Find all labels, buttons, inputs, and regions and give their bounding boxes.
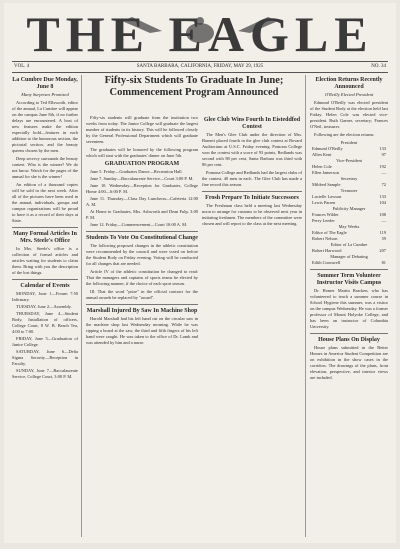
divider: [12, 227, 78, 228]
house-plans-headline: House Plans On Display: [318, 337, 380, 343]
masthead-title: THE EAGLE: [26, 6, 374, 62]
column-left: [12, 75, 78, 537]
calendar-headline: Calendar of Events: [20, 283, 70, 289]
articles-paragraph: In Mrs. Steele's office is a collection of formal articles and articles waiting for students to claim them. Bring with you the description of the lost things.: [12, 246, 78, 275]
candidate-name: Helen Cole: [312, 164, 332, 169]
vote-count: 81: [381, 260, 386, 265]
candidate-name: Edith Cromwell: [312, 260, 341, 265]
vote-office-label: Publicity Manager: [332, 206, 366, 211]
candidate-name: Lewis Parren: [312, 200, 336, 205]
calendar-item: SUNDAY, June 7—Baccalaureate Service, College Court, 3:00 P. M.: [12, 368, 78, 379]
vote-count: 119: [379, 230, 386, 235]
vote-office-label: May Weeks: [338, 224, 360, 229]
vote-count: 192: [379, 164, 386, 169]
summer-term-headline: Summer Term Volunteer Instructor Visits Campus: [316, 273, 382, 286]
vote-office-label: Vice-President: [336, 158, 362, 163]
column-rule: [81, 75, 82, 537]
candidate-name: Lucielle Lawson: [312, 194, 342, 199]
vote-count: —: [381, 218, 386, 223]
calendar-item: MONDAY, June 1—Forum 7:50 Infirmary.: [12, 291, 78, 302]
glee-club-paragraph: The Men's Glee Club under the direction of Mrs. Barnett placed fourth in the glee club contest at Bovard Auditorium at U.S.C. Friday evening. Pomona College won the contest with a score of 93 points, Redlands was second with 88 per cent, Santa Barbara was third with 86 per cent.: [202, 132, 302, 167]
issue-number: NO. 34: [371, 64, 386, 69]
vote-office-label: Manager of Debating: [330, 254, 368, 259]
column-center-left: [86, 115, 198, 537]
vote-count: 72: [381, 182, 386, 187]
divider: [86, 304, 198, 305]
program-heading: GRADUATION PROGRAM: [104, 161, 180, 167]
candidate-name: Mildred Sample: [312, 182, 341, 187]
lacumbre-headline: La Cumbre Due Monday, June 8: [12, 77, 78, 90]
candidate-name: Editor of The Eagle: [312, 230, 347, 235]
vote-count: 133: [379, 146, 386, 151]
frosh-headline: Frosh Prepare To Initiate Successors: [205, 195, 299, 201]
divider: [202, 191, 302, 192]
vote-office-label: Editor of La Cumbre: [330, 242, 368, 247]
lacumbre-paragraph: Deep secrecy surrounds the beauty contest. Who is the winner? We do not know. Watch for the pages of the annual for she is the winner!: [12, 156, 78, 179]
vote-office-label: President: [340, 140, 358, 145]
divider: [310, 333, 388, 334]
marshall-headline: Marshall Injured By Saw In Machine Shop: [86, 308, 198, 314]
vote-count: —: [381, 170, 386, 175]
vote-office-label: Secretary: [340, 176, 358, 181]
vote-paragraph: III. That the word "prize" in the official contract for the annual awards be replaced by "award".: [86, 289, 198, 300]
frosh-paragraph: The Freshman class held a meeting last Wednesday noon to arrange for customs to be observed next year in initiating freshmen. The members of the committee were chosen and will report to the class at the next meeting.: [202, 203, 302, 226]
vote-paragraph: The following proposed changes in the athletic constitution were recommended by the council and were voted on before the Student Body on Friday evening. Voting will be conducted for all changes that are needed.: [86, 243, 198, 266]
calendar-item: FRIDAY, June 5—Graduation of Junior College.: [12, 336, 78, 347]
calendar-item: THURSDAY, June 4—Student Body, Installation of officers, College Court, 8 W. B. Beach Tea, 4:00 to 7:00.: [12, 311, 78, 334]
masthead: [12, 6, 388, 62]
vote-office-label: Treasurer: [340, 188, 358, 193]
summer-term-paragraph: Dr. Homer Martin Bracken, who has volunteered to teach a summer course in School Hygiene this summer, was a visitor on the campus Wednesday. He was a former professor of Mount Holyoke College, and has been an instructor of Columbia University.: [310, 288, 388, 329]
candidate-name: Ellen Jamerson: [312, 170, 339, 175]
vote-row: [310, 260, 388, 266]
calendar-item: TUESDAY, June 2—Assembly.: [16, 304, 72, 309]
newspaper-page: [4, 3, 396, 543]
program-item: June 7. Sunday—Baccalaureate Service—Court 3:00 P. M.: [90, 176, 194, 181]
election-paragraph: Edmund O'Reilly was elected president of the Student Body at the election held last Friday. Helen Cole was elected vice-president. Ruth Garner, secretary; Frances O'Neil, treasurer.: [310, 100, 388, 129]
column-center-right: [202, 115, 302, 537]
candidate-name: Robert Harwood: [312, 248, 342, 253]
column-rule: [305, 75, 306, 537]
volume-label: VOL. 4: [14, 64, 30, 69]
date-location: SANTA BARBARA, CALIFORNIA, FRIDAY, MAY 29, 1925: [136, 64, 264, 69]
vote-count: 133: [379, 194, 386, 199]
articles-headline: Many Formal Articles In Mrs. Steele's Office: [13, 231, 77, 244]
main-headline: Fifty-six Students To Graduate In June; Commencement Program Announced: [104, 75, 284, 98]
election-headline: Election Returns Recently Announced: [315, 77, 383, 90]
divider: [310, 269, 388, 270]
candidate-name: Perry Leeder: [312, 218, 335, 223]
election-subhead: O'Reilly Elected President: [324, 92, 374, 97]
lacumbre-subhead: Many Surprises Promised: [21, 92, 69, 97]
calendar-item: SATURDAY, June 6—Delta Sigma Sorority—Reception in Faculty.: [12, 349, 78, 366]
vote-count: 97: [381, 152, 386, 157]
vote-paragraph: Article IV of the athletic constitution be changed to read: That the managers and captains of sports teams be elected by the following manner, if the choice of each sport season.: [86, 269, 198, 286]
divider: [86, 231, 198, 232]
candidate-name: Frances Wilder: [312, 212, 339, 217]
program-item: June 5. Friday—Graduates Dance—Recreation Hall.: [90, 169, 183, 174]
candidate-name: Allen Kent: [312, 152, 332, 157]
program-item: June 12. Friday—Commencement—Court 10:00 A. M.: [90, 222, 188, 227]
column-right: [310, 75, 388, 537]
program-item: June 10. Wednesday—Reception for Graduates, College Home 4:00—6:00 P. M.: [86, 183, 198, 194]
divider: [12, 279, 78, 280]
house-plans-paragraph: House plans submitted in the Better Homes in America Student Competition are on exhibition in the show cases in the corridors. The drawings of the plans, front elevation, perspective, and interior views are included.: [310, 345, 388, 380]
election-paragraph: Following are the election returns:: [314, 132, 375, 137]
glee-club-paragraph: Pomona College and Redlands had the largest clubs of the contest, 40 men in each. The Glee Club has made a fine record this season.: [202, 170, 302, 187]
candidate-name: Robert Nelson: [312, 236, 338, 241]
vote-headline: Students To Vote On Constitutional Change: [86, 235, 198, 241]
election-returns-list: [310, 140, 388, 266]
vote-count: 207: [379, 248, 386, 253]
vote-count: 59: [381, 236, 386, 241]
dateline: [12, 61, 388, 73]
graduation-paragraph: Fifty-six students will graduate from the institution two weeks from today. The Junior College will graduate the largest number of students in its history. This will be followed closely by the General Professional Department which will graduate seventeen.: [86, 115, 198, 144]
lacumbre-paragraph: According to Ted Ellsworth, editor of the annual, La Cumbre will appear on the campus June 8th, if no further delays are encountered. A host of new features make the edition especially bold—features in each addition to the humorous section, the pictorial section, and the beauty queens chosen by the men.: [12, 100, 78, 153]
vote-count: 108: [379, 212, 386, 217]
marshall-paragraph: Harold Marshall had his left hand cut on the circular saw in the machine shop last Wednesday morning. While he was ripping a board at the saw, the third and fifth fingers of his left hand were caught. He was taken to the office of Dr. Lamb and was attended by him and a nurse.: [86, 316, 198, 345]
program-item: June 11. Thursday—Class Day Luncheon—Cafeteria 12:00 A. M.: [86, 196, 198, 207]
lacumbre-paragraph: An edition of a thousand copies will be sold in the next week. After all of the pictures have been used in the annual, individuals, groups and campus organizations will be proud to have it as a record of their days at State.: [12, 182, 78, 223]
graduation-paragraph: The graduates will be honored by the following program which will start with the graduates' dinner on June 5th.: [86, 147, 198, 158]
candidate-name: Edmund O'Reilly: [312, 146, 343, 151]
glee-club-headline: Glee Club Wins Fourth In Eisteddfod Contest: [203, 117, 301, 130]
vote-count: 104: [379, 200, 386, 205]
program-item: At Home to Graduates, Mrs. Ashworth and Dean Fulp, 3:00 P. M.: [86, 209, 198, 220]
